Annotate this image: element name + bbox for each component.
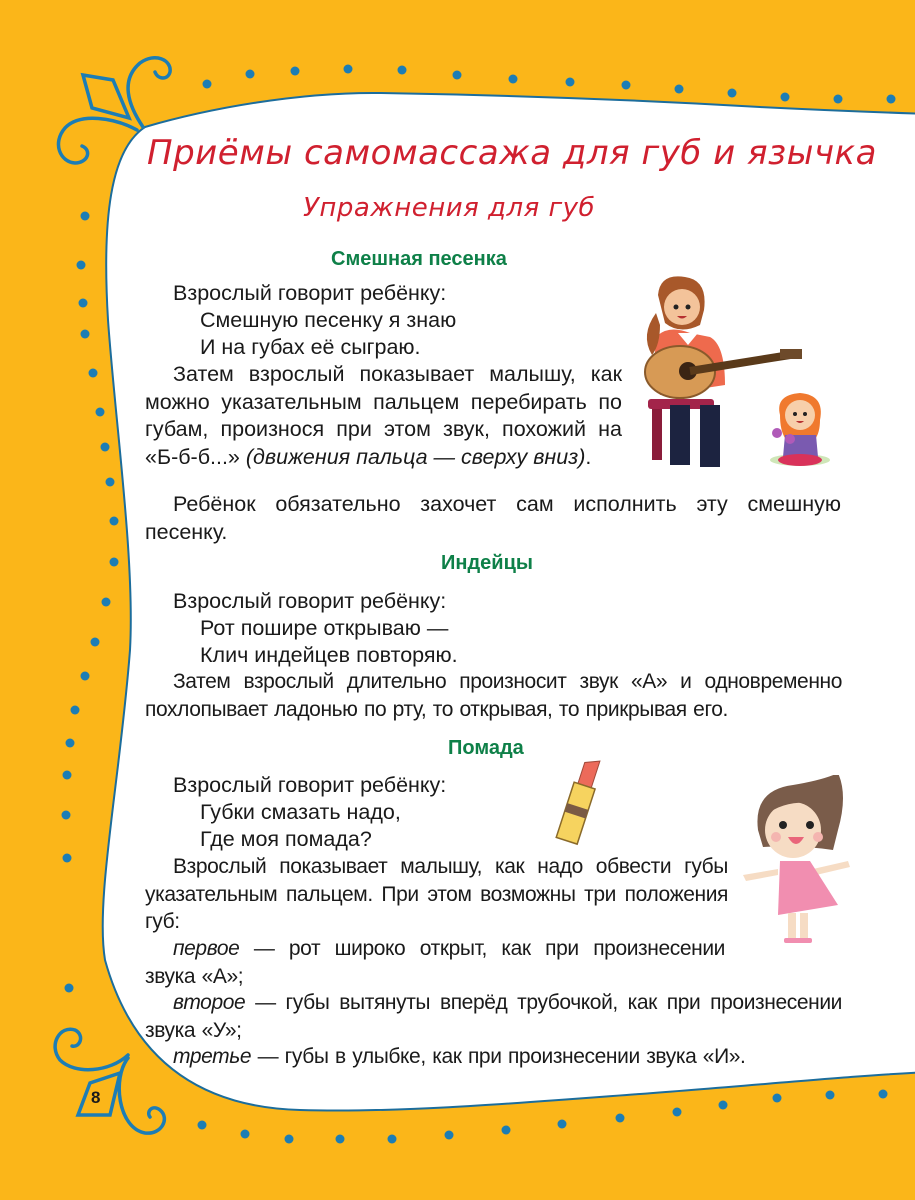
- position-text: — губы вытянуты вперёд трубочкой, как при произнесении звука «У»;: [145, 991, 842, 1042]
- position-item: [145, 1043, 842, 1071]
- lipstick-illustration: [550, 755, 610, 850]
- paragraph: [145, 361, 622, 471]
- paragraph: Ребёнок обязательно захочет сам исполнить эту смешную песенку.: [145, 492, 841, 544]
- position-text: — рот широко открыт, как при произнесении звука «А»;: [145, 937, 725, 988]
- intro-line: Взрослый говорит ребёнку:: [173, 773, 447, 797]
- position-item: [145, 935, 725, 990]
- girl-pink-dress-illustration: [738, 775, 858, 945]
- page-number: 8: [91, 1088, 101, 1107]
- position-text: — губы в улыбке, как при произнесении звука «И».: [251, 1045, 746, 1068]
- paragraph-italic: (движения пальца — сверху вниз): [245, 444, 586, 469]
- paragraph-end: .: [585, 444, 592, 469]
- intro-line: Взрослый говорит ребёнку:: [173, 281, 447, 305]
- woman-playing-guitar-with-girl-illustration: [630, 275, 850, 475]
- paragraph-text: Затем взрослый показывает малышу, как можно указательным пальцем перебирать по губам, произнося при этом звук, похожий на «Б-б-б...»: [145, 362, 622, 469]
- verse-line: Где моя помада?: [200, 827, 372, 851]
- paragraph: Взрослый показывает малышу, как надо обвести губы указательным пальцем. При этом возможны три положения губ:: [145, 855, 728, 933]
- intro-line: Взрослый говорит ребёнку:: [173, 589, 447, 613]
- section-heading: Смешная песенка: [331, 248, 507, 270]
- section-heading: Индейцы: [441, 552, 533, 574]
- verse-line: Клич индейцев повторяю.: [200, 643, 458, 667]
- page-subtitle: Упражнения для губ: [303, 193, 596, 223]
- position-item: [145, 989, 842, 1044]
- section-heading: Помада: [448, 737, 524, 759]
- verse-line: Губки смазать надо,: [200, 800, 401, 824]
- position-label: первое: [173, 937, 240, 960]
- position-label: второе: [173, 991, 246, 1014]
- position-label: третье: [173, 1045, 252, 1068]
- verse-line: Рот пошире открываю —: [200, 616, 449, 640]
- paragraph: Затем взрослый длительно произносит звук «А» и одновременно похлопывает ладонью по рту, то открывая, то прикрывая его.: [145, 670, 842, 721]
- page-title: Приёмы самомассажа для губ и язычка: [147, 133, 877, 173]
- verse-line: Смешную песенку я знаю: [200, 308, 457, 332]
- verse-line: И на губах её сыграю.: [200, 335, 421, 359]
